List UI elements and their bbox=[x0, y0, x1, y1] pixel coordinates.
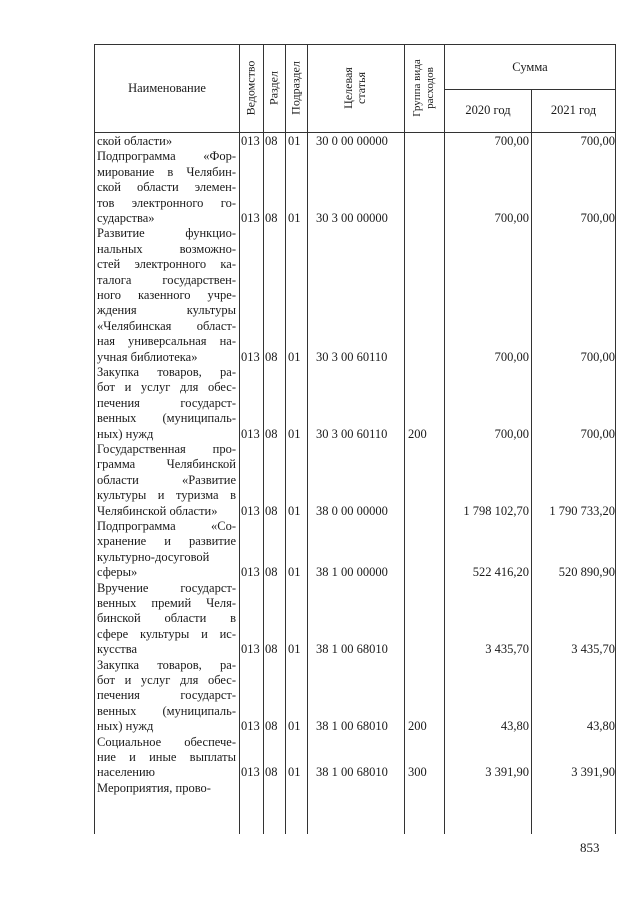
row-name-line: грамма Челябинской bbox=[97, 457, 236, 472]
row-sum-2021: 700,00 bbox=[580, 134, 615, 148]
row-razdel: 08 bbox=[265, 503, 278, 518]
header-year-2020: 2020 год bbox=[465, 103, 511, 117]
row-name-line: «Челябинская област- bbox=[97, 318, 236, 333]
row-name-line: венных (муниципаль- bbox=[97, 411, 236, 426]
row-podrazdel: 01 bbox=[288, 765, 301, 780]
row-vedomstvo: 013 bbox=[241, 211, 260, 225]
col-border-vr bbox=[444, 44, 445, 834]
row-podrazdel: 01 bbox=[288, 134, 301, 148]
row-target-article: 38 0 00 00000 bbox=[316, 503, 388, 518]
row-podrazdel: 01 bbox=[288, 503, 301, 518]
row-name-line: кусства bbox=[97, 642, 137, 657]
row-name-line: тов электронного го- bbox=[97, 195, 236, 210]
row-name-line: ных) нужд bbox=[97, 426, 154, 441]
row-expense-group: 200 bbox=[408, 426, 427, 441]
row-name-line: Развитие функцио- bbox=[97, 226, 236, 241]
row-sum-2021: 700,00 bbox=[580, 211, 615, 225]
row-name-line: Подпрограмма «Фор- bbox=[97, 149, 236, 164]
header-sum-divider bbox=[444, 89, 616, 90]
row-name-line: ской области элемен- bbox=[97, 180, 236, 195]
row-name-line: области «Развитие bbox=[97, 472, 236, 487]
header-year-2021: 2021 год bbox=[550, 103, 597, 117]
row-vedomstvo: 013 bbox=[241, 349, 260, 364]
row-target-article: 30 0 00 00000 bbox=[316, 134, 388, 148]
header-celevaya bbox=[342, 67, 368, 109]
row-name-line: Государственная про- bbox=[97, 442, 236, 456]
row-name-line: бот и услуг для обес- bbox=[97, 673, 236, 687]
row-razdel: 08 bbox=[265, 349, 278, 364]
header-celevaya-line1: Целевая bbox=[341, 67, 355, 109]
row-name-line: Подпрограмма «Со- bbox=[97, 519, 236, 533]
row-vedomstvo: 013 bbox=[241, 565, 260, 580]
page-number: 853 bbox=[580, 840, 600, 855]
row-name-line: ние и иные выплаты bbox=[97, 750, 236, 764]
row-name-line: ных) нужд bbox=[97, 719, 154, 734]
col-border-left bbox=[94, 44, 95, 834]
row-vedomstvo: 013 bbox=[241, 642, 260, 657]
header-name: Наименование bbox=[128, 81, 206, 95]
header-gruppa bbox=[411, 59, 437, 117]
row-name-line: культуры и туризма в bbox=[97, 488, 236, 503]
row-target-article: 30 3 00 00000 bbox=[316, 211, 388, 225]
row-razdel: 08 bbox=[265, 642, 278, 657]
row-name-line: венных (муниципаль- bbox=[97, 703, 236, 718]
row-name-line: ждения культуры bbox=[97, 303, 236, 318]
row-sum-2021: 3 391,90 bbox=[571, 765, 615, 780]
row-name-line: сфере культуры и ис- bbox=[97, 626, 236, 641]
row-vedomstvo: 013 bbox=[241, 765, 260, 780]
header-podrazdel: Подраздел bbox=[288, 61, 303, 115]
row-razdel: 08 bbox=[265, 565, 278, 580]
row-name-line: стей электронного ка- bbox=[97, 257, 236, 272]
row-name-line: Мероприятия, прово- bbox=[97, 780, 211, 795]
row-sum-2021: 520 890,90 bbox=[558, 565, 615, 580]
row-sum-2020: 3 435,70 bbox=[485, 642, 529, 657]
table-top-border bbox=[94, 44, 616, 45]
row-target-article: 38 1 00 00000 bbox=[316, 565, 388, 580]
col-border-right bbox=[615, 44, 616, 834]
row-name-line: Закупка товаров, ра- bbox=[97, 365, 236, 379]
row-target-article: 38 1 00 68010 bbox=[316, 642, 388, 657]
row-sum-2020: 700,00 bbox=[494, 349, 529, 364]
row-name-line: ской области» bbox=[97, 134, 173, 148]
header-razdel: Раздел bbox=[266, 71, 281, 105]
header-celevaya-line2: статья bbox=[354, 72, 368, 104]
row-name-line: Закупка товаров, ра- bbox=[97, 657, 236, 672]
col-border-cs bbox=[404, 44, 405, 834]
row-sum-2020: 3 391,90 bbox=[485, 765, 529, 780]
row-name-line: Вручение государст- bbox=[97, 580, 236, 595]
row-name-line: культурно-досуговой bbox=[97, 549, 210, 564]
row-expense-group: 300 bbox=[408, 765, 427, 780]
row-sum-2021: 700,00 bbox=[580, 349, 615, 364]
row-sum-2020: 700,00 bbox=[494, 134, 529, 148]
row-podrazdel: 01 bbox=[288, 349, 301, 364]
row-podrazdel: 01 bbox=[288, 642, 301, 657]
header-summa: Сумма bbox=[512, 60, 548, 74]
row-expense-group: 200 bbox=[408, 719, 427, 734]
row-podrazdel: 01 bbox=[288, 565, 301, 580]
row-name-line: хранение и развитие bbox=[97, 534, 236, 549]
row-name-line: ного казенного учре- bbox=[97, 288, 236, 302]
row-vedomstvo: 013 bbox=[241, 426, 260, 441]
header-vedomstvo: Ведомство bbox=[243, 60, 258, 116]
row-razdel: 08 bbox=[265, 134, 278, 148]
row-vedomstvo: 013 bbox=[241, 719, 260, 734]
row-name-line: населению bbox=[97, 765, 155, 780]
row-name-line: печения государст- bbox=[97, 395, 236, 410]
header-gruppa-line2: расходов bbox=[424, 67, 436, 109]
row-razdel: 08 bbox=[265, 719, 278, 734]
row-name-line: нальных возможно- bbox=[97, 241, 236, 256]
header-bottom-border bbox=[94, 132, 616, 133]
row-name-line: учная библиотека» bbox=[97, 349, 198, 364]
row-target-article: 30 3 00 60110 bbox=[316, 349, 388, 364]
col-border-razd bbox=[285, 44, 286, 834]
row-podrazdel: 01 bbox=[288, 719, 301, 734]
row-sum-2020: 43,80 bbox=[500, 719, 529, 734]
row-sum-2020: 522 416,20 bbox=[472, 565, 529, 580]
row-sum-2020: 700,00 bbox=[494, 211, 529, 225]
row-name-line: ная универсальная на- bbox=[97, 334, 236, 349]
row-sum-2021: 3 435,70 bbox=[571, 642, 615, 657]
row-sum-2021: 700,00 bbox=[580, 426, 615, 441]
header-gruppa-line1: Группа вида bbox=[411, 59, 423, 117]
row-vedomstvo: 013 bbox=[241, 503, 260, 518]
row-vedomstvo: 013 bbox=[241, 134, 260, 148]
row-target-article: 30 3 00 60110 bbox=[316, 426, 388, 441]
row-name-line: печения государст- bbox=[97, 688, 236, 703]
row-target-article: 38 1 00 68010 bbox=[316, 765, 388, 780]
row-target-article: 38 1 00 68010 bbox=[316, 719, 388, 734]
row-sum-2021: 1 790 733,20 bbox=[549, 503, 615, 518]
row-podrazdel: 01 bbox=[288, 211, 301, 225]
row-podrazdel: 01 bbox=[288, 426, 301, 441]
row-name-line: сферы» bbox=[97, 565, 138, 580]
row-sum-2020: 700,00 bbox=[494, 426, 529, 441]
row-razdel: 08 bbox=[265, 211, 278, 225]
row-name-line: венных премий Челя- bbox=[97, 596, 236, 610]
row-name-line: бот и услуг для обес- bbox=[97, 380, 236, 395]
row-sum-2021: 43,80 bbox=[586, 719, 615, 734]
row-sum-2020: 1 798 102,70 bbox=[463, 503, 529, 518]
row-name-line: талога государствен- bbox=[97, 272, 236, 287]
row-name-line: сударства» bbox=[97, 211, 155, 225]
col-border-podr bbox=[307, 44, 308, 834]
row-name-line: мирование в Челябин- bbox=[97, 164, 236, 179]
row-name-line: Социальное обеспече- bbox=[97, 734, 236, 749]
row-razdel: 08 bbox=[265, 765, 278, 780]
row-razdel: 08 bbox=[265, 426, 278, 441]
row-name-line: Челябинской области» bbox=[97, 503, 218, 518]
col-border-name bbox=[239, 44, 240, 834]
col-border-ved bbox=[263, 44, 264, 834]
row-name-line: бинской области в bbox=[97, 611, 236, 626]
